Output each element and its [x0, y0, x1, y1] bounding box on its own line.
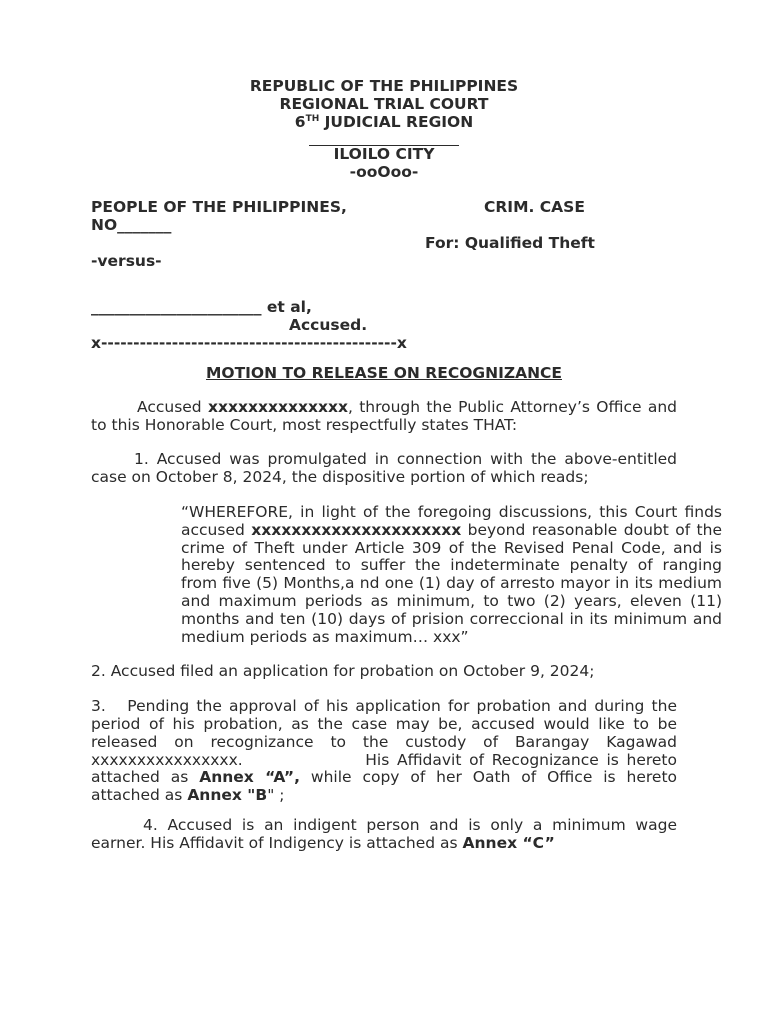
annex-b-label: Annex "B [187, 786, 268, 805]
caption-case-number: NO_______ [91, 215, 172, 234]
caption-divider: x----------------------------------------------x [91, 333, 407, 352]
caption-row-1 [91, 199, 677, 217]
header-region-suffix: TH [305, 113, 320, 124]
header-region-number: 6 [294, 112, 306, 131]
header-court: REGIONAL TRIAL COURT [279, 94, 489, 113]
intro-prefix: Accused [137, 397, 208, 416]
header-separator: -ooOoo- [349, 163, 419, 182]
caption-plaintiff: PEOPLE OF THE PHILIPPINES, [91, 197, 347, 216]
caption-row-3 [91, 235, 677, 253]
caption-row-5 [91, 299, 677, 317]
paragraph-2: 2. Accused filed an application for probation on October 9, 2024; [91, 662, 595, 681]
document-title: MOTION TO RELEASE ON RECOGNIZANCE [205, 363, 562, 382]
header-region-text: JUDICIAL REGION [319, 112, 474, 131]
header-region [91, 114, 677, 132]
paragraph-3-text-1: 3. Pending the approval of his application for probation and during the period of his probation, as the case may be, accused would like to be released on recognizance to the custody of Barangay Kagawad xxxxxxxxxxxxxxxx. His Affidavit of Recognizance is hereto attached as [91, 697, 682, 787]
annex-a-label: Annex “A”, [199, 768, 301, 787]
header-republic: REPUBLIC OF THE PHILIPPINES [249, 77, 519, 95]
paragraph-1-number: 1. [134, 450, 149, 469]
paragraph-3-text-3: " ; [267, 786, 285, 805]
intro-text: , through the Public Attorney’s Office and to this Honorable Court, most respectfully states THAT: [91, 397, 677, 434]
paragraph-4 [91, 817, 677, 853]
caption-accused-label: Accused. [289, 315, 368, 334]
paragraph-3 [91, 697, 682, 805]
header-city: ILOILO CITY [333, 145, 435, 164]
caption-versus: -versus- [91, 251, 162, 270]
caption-row-2 [91, 217, 677, 235]
paragraph-1-text: Accused was promulgated in connection with the above-entitled case on October 8, 2024, the dispositive portion of which reads; [91, 450, 677, 487]
caption-row-6 [91, 317, 677, 335]
quote-accused-name: xxxxxxxxxxxxxxxxxxxxx [251, 520, 462, 539]
caption-row-4 [91, 253, 677, 271]
quote-part-1: “WHEREFORE, in light of the foregoing discussions, this Court finds accused [181, 502, 722, 539]
caption-for-label: For: Qualified Theft [425, 233, 595, 252]
intro-accused-name: xxxxxxxxxxxxxx [207, 397, 348, 416]
paragraph-4-text: 4. Accused is an indigent person and is only a minimum wage earner. His Affidavit of Indigency is attached as [91, 815, 677, 852]
caption-accused-name: ______________________ et al, [91, 297, 312, 316]
paragraph-1 [91, 451, 677, 487]
paragraph-3-text-2: while copy of her Oath of Office is hereto attached as [91, 768, 682, 805]
quote-part-2: beyond reasonable doubt of the crime of Theft under Article 309 of the Revised Penal Code, and is hereby sentenced to suffer the indeterminate penalty of ranging from five (5) Months,a nd one (1) day of arresto mayor in its medium and maximum periods as minimum, to two (2) years, eleven (11) months and ten (10) days of prision correccional in its minimum and medium periods as maximum… xxx” [181, 520, 722, 646]
intro-paragraph [91, 399, 677, 435]
annex-c-label: Annex “C” [462, 833, 555, 852]
dispositive-quote [181, 504, 722, 646]
document-page [91, 77, 722, 853]
caption-case-label: CRIM. CASE [484, 197, 585, 216]
